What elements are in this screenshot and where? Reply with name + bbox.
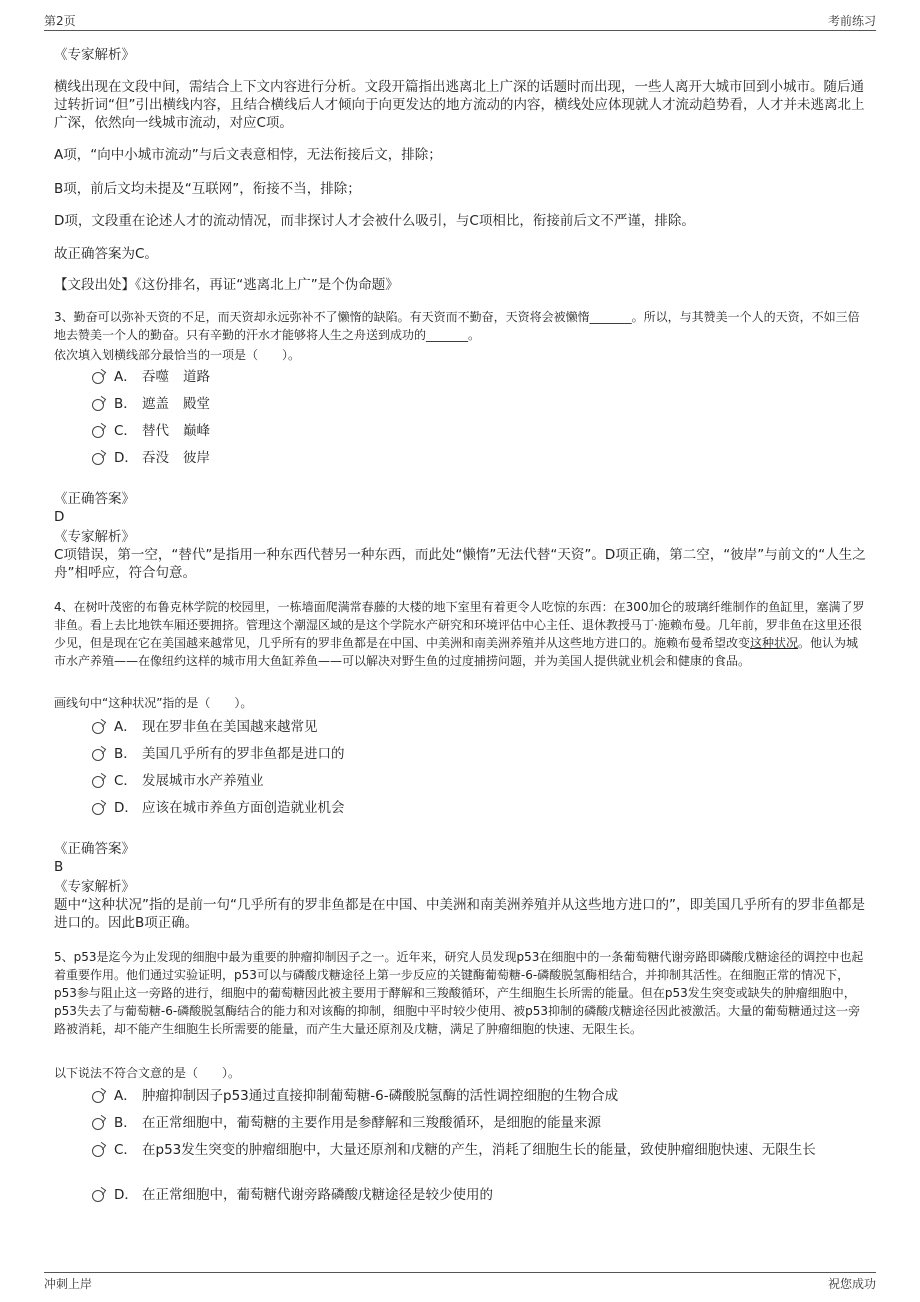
q4-option-c[interactable]: C． 发展城市水产养殖业 [92, 772, 264, 790]
q3-analysis-label: 《专家解析》 [54, 529, 135, 545]
q4-answer: B [54, 859, 64, 875]
radio-icon[interactable] [92, 1118, 104, 1130]
q3-prompt: 依次填入划横线部分最恰当的一项是（ ）。 [54, 348, 301, 362]
footer-right: 祝您成功 [827, 1277, 876, 1291]
q4-answer-label: 《正确答案》 [54, 841, 135, 857]
radio-icon[interactable] [92, 1145, 104, 1157]
page-number: 第2页 [44, 14, 76, 28]
q4-option-b[interactable]: B． 美国几乎所有的罗非鱼都是进口的 [92, 745, 345, 763]
page-header [44, 12, 876, 31]
q5-option-b[interactable]: B． 在正常细胞中，葡萄糖的主要作用是参酵解和三羧酸循环，是细胞的能量来源 [92, 1114, 601, 1132]
radio-icon[interactable] [92, 722, 104, 734]
radio-icon[interactable] [92, 399, 104, 411]
radio-icon[interactable] [92, 749, 104, 761]
q2-analysis-label: 《专家解析》 [54, 47, 135, 63]
radio-icon[interactable] [92, 776, 104, 788]
q3-option-c[interactable]: C． 替代 巅峰 [92, 422, 210, 440]
q3-option-b[interactable]: B． 遮盖 殿堂 [92, 395, 210, 413]
q2-point-a: A项，“向中小城市流动”与后文表意相悖，无法衔接后文，排除； [54, 147, 442, 163]
q5-option-a[interactable]: A． 肿瘤抑制因子p53通过直接抑制葡萄糖-6-磷酸脱氢酶的活性调控细胞的生物合成 [92, 1087, 618, 1105]
q3-analysis: C项错误，第一空，“替代”是指用一种东西代替另一种东西，而此处“懒惰”无法代替“天资”。D项正确，第二空，“彼岸”与前文的“人生之舟”相呼应，符合句意。 [54, 547, 866, 581]
radio-icon[interactable] [92, 453, 104, 465]
q4-prompt: 画线句中“这种状况”指的是（ ）。 [54, 696, 253, 710]
q5-option-c[interactable]: C． 在p53发生突变的肿瘤细胞中，大量还原剂和戊糖的产生，消耗了细胞生长的能量，致使肿瘤细胞快速、无限生长 [92, 1141, 870, 1159]
q3-answer: D [54, 509, 65, 525]
q4-option-a[interactable]: A． 现在罗非鱼在美国越来越常见 [92, 718, 318, 736]
footer-left: 冲刺上岸 [44, 1277, 93, 1291]
q3-stem: 3、勤奋可以弥补天资的不足，而天资却永远弥补不了懒惰的缺陷。有天资而不勤奋，天资将会被懒惰_______。所以，与其赞美一个人的天资，不如三倍地去赞美一个人的勤奋。只有辛勤的汗水才能够将人生之舟送到成功的_______。 [54, 310, 860, 342]
q4-underlined-phrase: 这种状况 [750, 636, 799, 650]
q2-analysis-text: 横线出现在文段中间，需结合上下文内容进行分析。文段开篇指出逃离北上广深的话题时而出现，一些人离开大城市回到小城市。随后通过转折词“但”引出横线内容，且结合横线后人才倾向于向更发达的地方流动的内容，横线处应体现就人才流动趋势看，人才并未逃离北上广深，依然向一线城市流动，对应C项。 [54, 79, 865, 131]
q5-stem: 5、p53是迄今为止发现的细胞中最为重要的肿瘤抑制因子之一。近年来，研究人员发现p53在细胞中的一条葡萄糖代谢旁路即磷酸戊糖途径的调控中也起着重要作用。他们通过实验证明，p53可以与磷酸戊糖途径上第一步反应的关键酶葡萄糖-6-磷酸脱氢酶相结合，并抑制其活性。在细胞正常的情况下，p53参与阻止这一旁路的进行，细胞中的葡萄糖因此被主要用于酵解和三羧酸循环，产生细胞生长所需的能量。但在p53发生突变或缺失的肿瘤细胞中，p53失去了与葡萄糖-6-磷酸脱氢酶结合的能力和对该酶的抑制，细胞中平时较少使用、被p53抑制的磷酸戊糖途径因此被激活。大量的葡萄糖通过这一旁路被消耗，却不能产生细胞生长所需要的能量，而产生大量还原剂及戊糖，满足了肿瘤细胞的快速、无限生长。 [54, 950, 864, 1036]
radio-icon[interactable] [92, 1091, 104, 1103]
q2-point-d: D项，文段重在论述人才的流动情况，而非探讨人才会被什么吸引，与C项相比，衔接前后文不严谨，排除。 [54, 213, 695, 229]
q4-analysis-label: 《专家解析》 [54, 879, 135, 895]
header-title: 考前练习 [827, 14, 876, 28]
radio-icon[interactable] [92, 372, 104, 384]
q3-option-a[interactable]: A． 吞噬 道路 [92, 368, 210, 386]
q3-option-d[interactable]: D． 吞没 彼岸 [92, 449, 210, 467]
radio-icon[interactable] [92, 1190, 104, 1202]
q4-option-d[interactable]: D． 应该在城市养鱼方面创造就业机会 [92, 799, 345, 817]
q2-point-b: B项，前后文均未提及“互联网”，衔接不当，排除； [54, 181, 361, 197]
radio-icon[interactable] [92, 803, 104, 815]
q4-analysis: 题中“这种状况”指的是前一句“几乎所有的罗非鱼都是在中国、中美洲和南美洲养殖并从这些地方进口的”，即美国几乎所有的罗非鱼都是进口的。因此B项正确。 [54, 897, 865, 931]
q3-answer-label: 《正确答案》 [54, 491, 135, 507]
radio-icon[interactable] [92, 426, 104, 438]
q4-stem: 4、在树叶茂密的布鲁克林学院的校园里，一栋墙面爬满常春藤的大楼的地下室里有着更令人吃惊的东西：在300加仑的玻璃纤维制作的鱼缸里，塞满了罗非鱼。看上去比地铁车厢还要拥挤。管理这个潮湿区域的是这个学院水产研究和环境评估中心主任、退休教授马丁·施赖布曼。几年前，罗非鱼在这里还很少见，但是现在它在美国越来越常见，几乎所有的罗非鱼都是在中国、中美洲和南美洲养殖并从这些地方进口的。施赖布曼希望改变这种状况。他认为城市水产养殖——在像纽约这样的城市用大鱼缸养鱼——可以解决对野生鱼的过度捕捞问题，并为美国人提供就业机会和健康的食品。 [54, 600, 865, 668]
q2-conclusion: 故正确答案为C。 [54, 246, 158, 262]
page-footer [44, 1272, 876, 1293]
q2-source: 【文段出处】《这份排名，再证“逃离北上广”是个伪命题》 [54, 277, 399, 293]
q5-prompt: 以下说法不符合文意的是（ ）。 [54, 1066, 241, 1080]
q5-option-d[interactable]: D． 在正常细胞中，葡萄糖代谢旁路磷酸戊糖途径是较少使用的 [92, 1186, 493, 1204]
